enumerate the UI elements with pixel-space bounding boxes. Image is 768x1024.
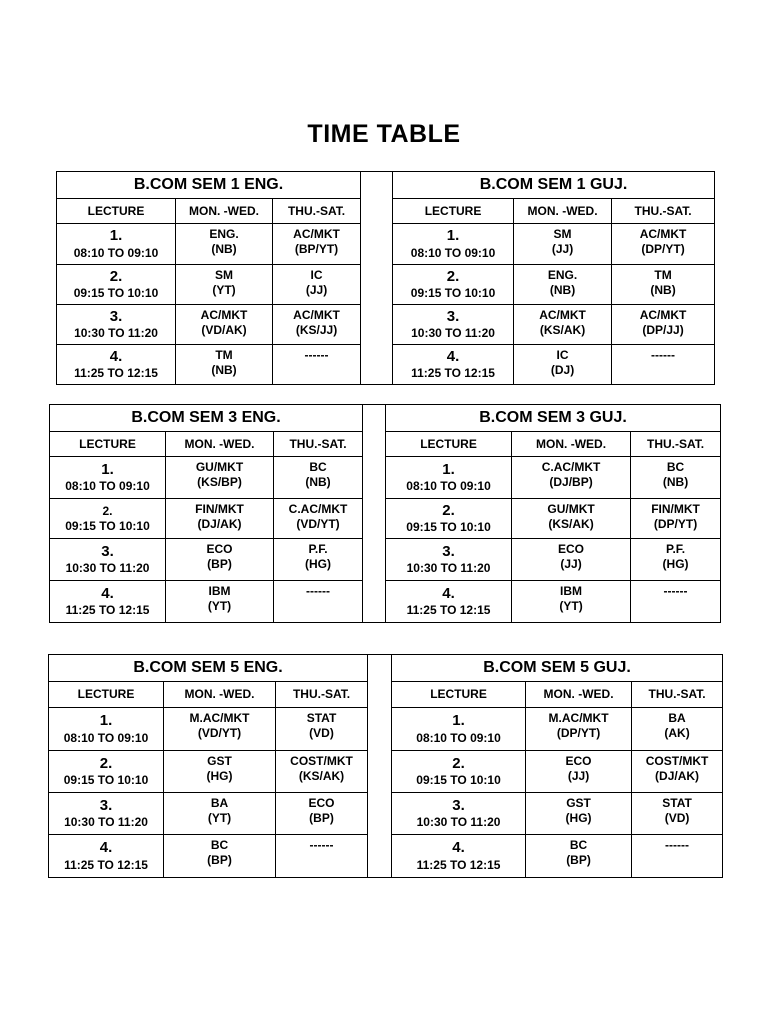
subject: BA <box>668 711 686 725</box>
subject: BA <box>210 796 229 810</box>
lecture-time: 10:30 TO 11:20 <box>411 326 495 341</box>
gap-column <box>363 405 386 623</box>
lecture-time: 08:10 TO 09:10 <box>73 245 159 260</box>
subject: GST <box>207 754 232 768</box>
section-heading: B.COM SEM 1 ENG. <box>57 172 361 199</box>
timetable-sem-3 <box>49 404 721 623</box>
lecture-time: 11:25 TO 12:15 <box>64 857 148 872</box>
subject: BC <box>210 838 229 852</box>
subject: P.F. <box>665 542 686 556</box>
col-header-mon-wed: MON. -WED. <box>166 432 274 457</box>
lecture-time: 09:15 TO 10:10 <box>65 518 150 533</box>
lecture-number: 1. <box>442 460 455 478</box>
empty-slot: ------ <box>665 838 690 852</box>
lecture-time: 09:15 TO 10:10 <box>73 286 159 301</box>
subject: GU/MKT <box>195 460 244 474</box>
faculty: (NB) <box>662 475 689 489</box>
faculty: (JJ) <box>567 769 590 783</box>
faculty: (BP) <box>207 853 232 867</box>
col-header-lecture: LECTURE <box>386 432 512 457</box>
subject: SM <box>553 227 572 241</box>
lecture-time: 11:25 TO 12:15 <box>65 603 150 618</box>
lecture-number: 3. <box>99 796 113 814</box>
subject: P.F. <box>308 542 328 556</box>
lecture-number: 3. <box>109 307 123 325</box>
col-header-thu-sat: THU.-SAT. <box>276 682 368 708</box>
faculty: (DJ) <box>550 363 575 377</box>
lecture-number: 4. <box>99 839 113 857</box>
faculty: (VD/YT) <box>197 726 242 740</box>
subject: IBM <box>560 584 583 598</box>
faculty: (KS/AK) <box>539 323 586 337</box>
lecture-number: 3. <box>442 542 455 560</box>
faculty: (YT) <box>207 599 232 613</box>
faculty: (KS/AK) <box>298 769 345 783</box>
lecture-number: 3. <box>446 307 460 325</box>
col-header-thu-sat: THU.-SAT. <box>631 432 721 457</box>
subject: TM <box>654 268 672 282</box>
gap-column <box>361 172 393 385</box>
faculty: (DJ/BP) <box>549 475 593 489</box>
subject: AC/MKT <box>293 227 340 241</box>
subject: AC/MKT <box>539 308 586 322</box>
section-heading: B.COM SEM 5 GUJ. <box>392 655 723 682</box>
subject: ENG. <box>209 227 239 241</box>
lecture-time: 11:25 TO 12:15 <box>416 857 501 872</box>
subject: IC <box>310 268 323 282</box>
subject: M.AC/MKT <box>548 711 609 725</box>
faculty: (HG) <box>305 557 332 571</box>
col-header-mon-wed: MON. -WED. <box>164 682 276 708</box>
faculty: (VD/AK) <box>201 323 247 337</box>
faculty: (BP) <box>207 557 232 571</box>
section-heading: B.COM SEM 1 GUJ. <box>393 172 715 199</box>
empty-slot: ------ <box>663 584 688 598</box>
subject: ECO <box>206 542 233 556</box>
faculty: (VD) <box>309 726 334 740</box>
col-header-thu-sat: THU.-SAT. <box>632 682 723 708</box>
lecture-time: 08:10 TO 09:10 <box>65 479 150 494</box>
subject: TM <box>215 348 233 362</box>
subject: C.AC/MKT <box>541 460 601 474</box>
table-row <box>50 581 721 623</box>
subject: FIN/MKT <box>195 502 244 516</box>
col-header-lecture: LECTURE <box>49 682 164 708</box>
empty-slot: ------ <box>304 348 329 362</box>
lecture-time: 08:10 TO 09:10 <box>406 479 491 494</box>
lecture-number: 3. <box>101 542 114 560</box>
table-row <box>50 499 721 539</box>
subject: STAT <box>662 796 692 810</box>
lecture-number: 2. <box>102 503 113 518</box>
lecture-number: 2. <box>99 754 113 772</box>
subject: IBM <box>208 584 231 598</box>
lecture-number: 2. <box>452 754 465 772</box>
lecture-time: 10:30 TO 11:20 <box>406 561 491 576</box>
lecture-number: 4. <box>109 347 123 365</box>
faculty: (JJ) <box>560 557 582 571</box>
lecture-time: 10:30 TO 11:20 <box>64 815 148 830</box>
subject: FIN/MKT <box>651 502 700 516</box>
faculty: (DP/YT) <box>641 242 685 256</box>
lecture-time: 10:30 TO 11:20 <box>65 561 150 576</box>
faculty: (BP) <box>566 853 591 867</box>
faculty: (NB) <box>650 283 676 297</box>
lecture-time: 08:10 TO 09:10 <box>416 730 501 745</box>
lecture-number: 2. <box>442 501 455 519</box>
faculty: (HG) <box>662 557 689 571</box>
col-header-mon-wed: MON. -WED. <box>526 682 632 708</box>
subject: GST <box>566 796 591 810</box>
faculty: (VD/YT) <box>296 517 340 531</box>
lecture-number: 1. <box>109 227 123 245</box>
faculty: (KS/JJ) <box>295 323 338 337</box>
lecture-time: 08:10 TO 09:10 <box>63 730 149 745</box>
table-row <box>50 457 721 499</box>
lecture-time: 10:30 TO 11:20 <box>416 815 501 830</box>
faculty: (JJ) <box>551 242 574 256</box>
faculty: (NB) <box>305 475 331 489</box>
timetable-sem-1 <box>56 171 715 385</box>
subject: STAT <box>306 711 337 725</box>
subject: AC/MKT <box>639 308 687 322</box>
subject: AC/MKT <box>639 227 687 241</box>
lecture-number: 3. <box>452 796 465 814</box>
page-title: TIME TABLE <box>307 120 461 148</box>
table-row <box>50 539 721 581</box>
faculty: (YT) <box>212 283 236 297</box>
col-header-mon-wed: MON. -WED. <box>512 432 631 457</box>
faculty: (NB) <box>211 363 237 377</box>
faculty: (DJ/AK) <box>197 517 242 531</box>
subject: C.AC/MKT <box>288 502 348 516</box>
lecture-time: 09:15 TO 10:10 <box>410 286 496 301</box>
empty-slot: ------ <box>651 348 676 362</box>
faculty: (KS/BP) <box>197 475 242 489</box>
gap-column <box>368 655 392 878</box>
subject: SM <box>215 268 233 282</box>
subject: BC <box>569 838 588 852</box>
faculty: (DP/YT) <box>556 726 601 740</box>
subject: AC/MKT <box>293 308 340 322</box>
faculty: (YT) <box>207 811 232 825</box>
col-header-lecture: LECTURE <box>392 682 526 708</box>
faculty: (KS/AK) <box>548 517 594 531</box>
lecture-number: 1. <box>446 227 460 245</box>
lecture-time: 11:25 TO 12:15 <box>406 603 491 618</box>
lecture-number: 1. <box>99 712 113 730</box>
faculty: (AK) <box>664 726 690 740</box>
col-header-mon-wed: MON. -WED. <box>176 199 273 224</box>
col-header-lecture: LECTURE <box>57 199 176 224</box>
lecture-number: 4. <box>452 839 465 857</box>
col-header-lecture: LECTURE <box>50 432 166 457</box>
subject: ECO <box>565 754 592 768</box>
lecture-time: 09:15 TO 10:10 <box>416 773 501 788</box>
section-heading: B.COM SEM 3 GUJ. <box>386 405 721 432</box>
subject: COST/MKT <box>290 754 353 768</box>
faculty: (BP/YT) <box>294 242 339 256</box>
section-heading: B.COM SEM 5 ENG. <box>49 655 368 682</box>
lecture-number: 1. <box>452 712 465 730</box>
col-header-thu-sat: THU.-SAT. <box>274 432 363 457</box>
faculty: (BP) <box>309 811 334 825</box>
subject: M.AC/MKT <box>189 711 250 725</box>
subject: IC <box>556 348 569 362</box>
faculty: (YT) <box>559 599 583 613</box>
lecture-time: 11:25 TO 12:15 <box>411 366 495 381</box>
subject: AC/MKT <box>200 308 248 322</box>
lecture-time: 08:10 TO 09:10 <box>410 245 496 260</box>
empty-slot: ------ <box>306 584 330 598</box>
lecture-number: 1. <box>101 460 114 478</box>
subject: COST/MKT <box>645 754 709 768</box>
subject: BC <box>309 460 327 474</box>
subject: BC <box>666 460 685 474</box>
faculty: (JJ) <box>305 283 328 297</box>
subject: GU/MKT <box>547 502 595 516</box>
lecture-time: 09:15 TO 10:10 <box>406 520 491 535</box>
empty-slot: ------ <box>309 838 334 852</box>
lecture-number: 4. <box>442 584 455 602</box>
faculty: (DP/JJ) <box>642 323 684 337</box>
faculty: (NB) <box>211 242 237 256</box>
section-heading: B.COM SEM 3 ENG. <box>50 405 363 432</box>
col-header-thu-sat: THU.-SAT. <box>273 199 361 224</box>
lecture-number: 2. <box>109 267 123 285</box>
subject: ECO <box>558 542 585 556</box>
faculty: (VD) <box>664 811 690 825</box>
timetable-sem-5 <box>48 654 723 878</box>
subject: ECO <box>308 796 335 810</box>
col-header-mon-wed: MON. -WED. <box>514 199 612 224</box>
lecture-time: 10:30 TO 11:20 <box>74 326 158 341</box>
lecture-number: 2. <box>446 267 460 285</box>
col-header-lecture: LECTURE <box>393 199 514 224</box>
lecture-number: 4. <box>101 584 114 602</box>
faculty: (DP/YT) <box>653 517 698 531</box>
faculty: (HG) <box>565 811 592 825</box>
subject: ENG. <box>547 268 578 282</box>
lecture-time: 09:15 TO 10:10 <box>63 773 149 788</box>
lecture-number: 4. <box>446 347 460 365</box>
faculty: (HG) <box>206 769 233 783</box>
faculty: (DJ/AK) <box>655 769 700 783</box>
faculty: (NB) <box>549 283 576 297</box>
col-header-thu-sat: THU.-SAT. <box>612 199 715 224</box>
lecture-time: 11:25 TO 12:15 <box>74 366 158 381</box>
